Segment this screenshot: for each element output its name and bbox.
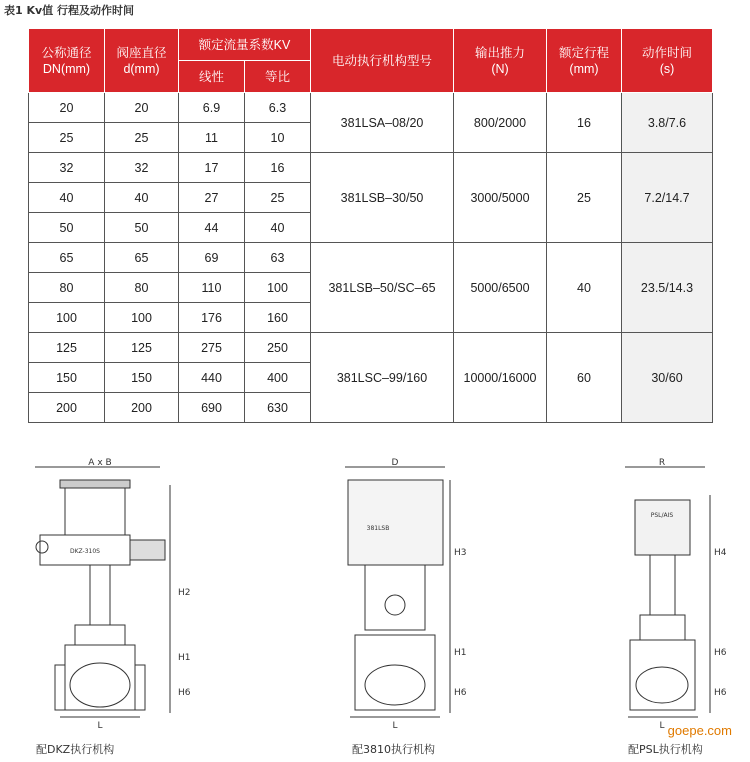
cell-kv-equal: 400 [245, 363, 311, 393]
header-kv: 额定流量系数KV [179, 29, 311, 61]
table-row [29, 153, 713, 183]
cell-nominal: 50 [29, 213, 105, 243]
cell-seat: 65 [105, 243, 179, 273]
cell-time: 23.5/14.3 [622, 243, 713, 333]
cell-thrust: 3000/5000 [454, 153, 547, 243]
cell-kv-linear: 110 [179, 273, 245, 303]
cell-thrust: 5000/6500 [454, 243, 547, 333]
drawing1-dim-h2: H2 [178, 588, 191, 598]
drawing1-caption: 配DKZ执行机构 [36, 743, 115, 756]
cell-nominal: 65 [29, 243, 105, 273]
cell-nominal: 100 [29, 303, 105, 333]
drawing1-plate: DKZ-310S [70, 548, 100, 555]
cell-kv-linear: 6.9 [179, 93, 245, 123]
cell-kv-linear: 440 [179, 363, 245, 393]
drawing1-dim-top: A x B [88, 458, 112, 468]
header-seat: 阀座直径 d(mm) [105, 29, 179, 93]
cell-kv-linear: 690 [179, 393, 245, 423]
cell-nominal: 20 [29, 93, 105, 123]
cell-nominal: 25 [29, 123, 105, 153]
cell-kv-equal: 40 [245, 213, 311, 243]
watermark: goepe.com [667, 723, 732, 738]
header-thrust: 输出推力 (N) [454, 29, 547, 93]
cell-seat: 40 [105, 183, 179, 213]
drawing1-dim-l: L [97, 721, 103, 731]
cell-kv-equal: 630 [245, 393, 311, 423]
table-header [29, 29, 713, 93]
drawing1-dim-h1: H1 [178, 653, 191, 663]
cell-nominal: 80 [29, 273, 105, 303]
cell-kv-equal: 160 [245, 303, 311, 333]
header-nominal: 公称通径 DN(mm) [29, 29, 105, 93]
drawing2-dim-h1: H1 [454, 648, 467, 658]
drawing2-caption: 配3810执行机构 [352, 743, 435, 756]
dkz-valve-drawing [20, 455, 200, 745]
cell-thrust: 800/2000 [454, 93, 547, 153]
header-actuator: 电动执行机构型号 [311, 29, 454, 93]
header-kv-linear: 线性 [179, 61, 245, 93]
cell-kv-linear: 44 [179, 213, 245, 243]
drawing3-dim-top: R [658, 458, 666, 468]
drawing2-dim-top: D [391, 458, 399, 468]
cell-actuator: 381LSB–50/SC–65 [311, 243, 454, 333]
psl-valve-drawing [610, 455, 730, 745]
cell-time: 30/60 [622, 333, 713, 423]
table-row [29, 333, 713, 363]
table-row [29, 243, 713, 273]
cell-nominal: 32 [29, 153, 105, 183]
cell-kv-equal: 16 [245, 153, 311, 183]
drawing3-plate: PSL/AIS [650, 512, 674, 519]
cell-kv-linear: 17 [179, 153, 245, 183]
cell-seat: 200 [105, 393, 179, 423]
cell-seat: 32 [105, 153, 179, 183]
drawing2-dim-h6: H6 [454, 688, 467, 698]
cell-thrust: 10000/16000 [454, 333, 547, 423]
cell-time: 3.8/7.6 [622, 93, 713, 153]
cell-kv-linear: 27 [179, 183, 245, 213]
cell-time: 7.2/14.7 [622, 153, 713, 243]
cell-seat: 20 [105, 93, 179, 123]
drawing3-dim-l: L [659, 721, 665, 731]
cell-seat: 25 [105, 123, 179, 153]
cell-actuator: 381LSB–30/50 [311, 153, 454, 243]
cell-kv-equal: 25 [245, 183, 311, 213]
cell-seat: 150 [105, 363, 179, 393]
header-time: 动作时间 (s) [622, 29, 713, 93]
header-kv-equal: 等比 [245, 61, 311, 93]
drawing3-dim-h4: H4 [714, 548, 727, 558]
cell-nominal: 200 [29, 393, 105, 423]
cell-nominal: 125 [29, 333, 105, 363]
drawing2-dim-h3: H3 [454, 548, 467, 558]
3810-valve-drawing [330, 455, 470, 745]
drawing2-dim-l: L [392, 721, 398, 731]
cell-kv-equal: 250 [245, 333, 311, 363]
cell-seat: 100 [105, 303, 179, 333]
cell-nominal: 40 [29, 183, 105, 213]
table-row [29, 93, 713, 123]
cell-kv-equal: 100 [245, 273, 311, 303]
drawing3-caption: 配PSL执行机构 [628, 743, 703, 756]
drawing2-plate: 381LSB [366, 525, 390, 532]
spec-table [28, 28, 713, 423]
header-stroke: 额定行程 (mm) [547, 29, 622, 93]
cell-kv-linear: 11 [179, 123, 245, 153]
cell-kv-equal: 10 [245, 123, 311, 153]
cell-seat: 50 [105, 213, 179, 243]
table-body [29, 93, 713, 423]
cell-nominal: 150 [29, 363, 105, 393]
cell-seat: 125 [105, 333, 179, 363]
cell-stroke: 60 [547, 333, 622, 423]
cell-kv-linear: 275 [179, 333, 245, 363]
cell-seat: 80 [105, 273, 179, 303]
cell-kv-linear: 69 [179, 243, 245, 273]
cell-stroke: 16 [547, 93, 622, 153]
cell-actuator: 381LSC–99/160 [311, 333, 454, 423]
cell-stroke: 40 [547, 243, 622, 333]
cell-stroke: 25 [547, 153, 622, 243]
drawing3-dim-h6: H6 [714, 688, 727, 698]
cell-actuator: 381LSA–08/20 [311, 93, 454, 153]
drawing1-dim-h6: H6 [178, 688, 191, 698]
cell-kv-equal: 6.3 [245, 93, 311, 123]
drawing3-dim-h1: H6 [714, 648, 727, 658]
cell-kv-equal: 63 [245, 243, 311, 273]
table-caption: 表1 Kv值 行程及动作时间 [4, 4, 135, 17]
cell-kv-linear: 176 [179, 303, 245, 333]
